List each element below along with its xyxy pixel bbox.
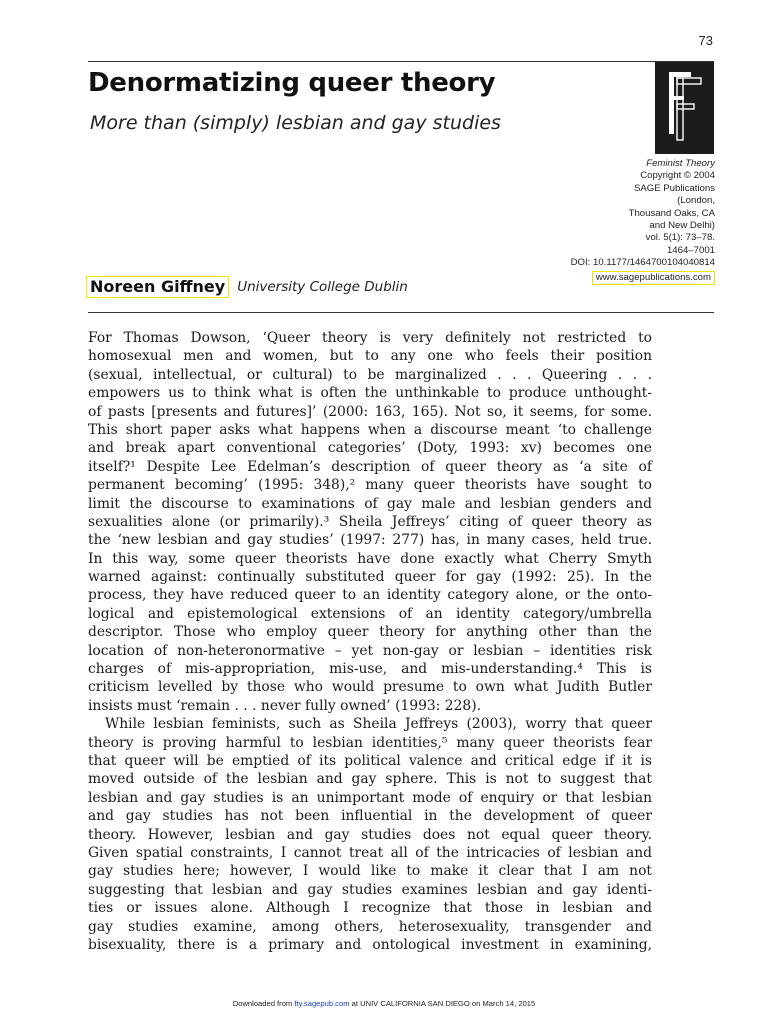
publisher-website-link[interactable]: www.sagepublications.com: [592, 271, 715, 285]
publisher-location-2: Thousand Oaks, CA: [628, 207, 715, 219]
body-line: warned against: continually substituted queer for gay (1992: 25). In the: [88, 569, 652, 586]
publisher-name: SAGE Publications: [633, 182, 715, 194]
doi: DOI: 10.1177/1464700104040814: [570, 257, 715, 269]
article-title: Denormatizing queer theory: [88, 68, 496, 98]
body-line: insists must ‘remain . . . never fully owned’ (1993: 228).: [88, 697, 482, 714]
body-line: bisexuality, there is a primary and ontological investment in examining,: [88, 936, 652, 953]
body-line: empowers us to think what is often the unthinkable to produce unthought-: [88, 385, 652, 402]
body-line: process, they have reduced queer to an identity category alone, or the onto-: [88, 587, 652, 604]
feminist-theory-logo-icon: [655, 62, 714, 154]
body-line: descriptor. Those who employ queer theory for anything other than the: [88, 624, 652, 641]
article-subtitle: More than (simply) lesbian and gay studies: [90, 112, 501, 134]
body-line: of pasts [presents and futures]’ (2000: 163, 165). Not so, it seems, for some.: [88, 403, 652, 420]
footer-journal-link[interactable]: fty.sagepub.com: [294, 999, 350, 1008]
body-line: moved outside of the lesbian and gay sphere. This is not to suggest that: [88, 771, 652, 788]
body-line: In this way, some queer theorists have done exactly what Cherry Smyth: [88, 550, 652, 567]
body-line: charges of mis-appropriation, mis-use, and mis-understanding.⁴ This is: [88, 661, 652, 678]
body-line: While lesbian feminists, such as Sheila Jeffreys (2003), worry that queer: [105, 716, 652, 733]
body-line: suggesting that lesbian and gay studies examines lesbian and gay identi-: [88, 881, 652, 898]
body-line: gay studies examine, among others, heterosexuality, transgender and: [88, 918, 652, 935]
body-line: criticism levelled by those who would presume to own what Judith Butler: [88, 679, 652, 696]
body-line: ties or issues alone. Although I recognize that those in lesbian and: [88, 900, 652, 917]
article-body: [88, 329, 652, 954]
copyright-line: Copyright © 2004: [640, 170, 715, 182]
body-line: theory. However, lesbian and gay studies does not equal queer theory.: [88, 826, 652, 843]
body-line: homosexual men and women, but to any one who feels their position: [88, 348, 652, 365]
page-number: 73: [698, 33, 713, 48]
body-line: theory is proving harmful to lesbian identities,⁵ many queer theorists fear: [88, 734, 652, 751]
body-line: and gay studies has not been influential in the development of queer: [88, 808, 652, 825]
body-line: permanent becoming’ (1995: 348),² many queer theorists have sought to: [88, 477, 652, 494]
journal-name: Feminist Theory: [646, 158, 715, 169]
issn: 1464–7001: [666, 244, 715, 256]
body-line: (sexual, intellectual, or cultural) to be marginalized . . . Queering . . .: [88, 366, 652, 383]
body-line: This short paper asks what happens when a discourse meant ‘to challenge: [88, 421, 652, 438]
body-line: that queer will be emptied of its political valence and critical edge if it is: [88, 752, 652, 769]
body-line: limit the discourse to examinations of gay male and lesbian genders and: [88, 495, 652, 512]
publisher-location-3: and New Delhi): [649, 220, 715, 232]
author-name[interactable]: Noreen Giffney: [86, 276, 229, 298]
header-divider: [88, 312, 714, 313]
body-line: lesbian and gay studies is an unimportant mode of enquiry or that lesbian: [88, 789, 652, 806]
author-affiliation: University College Dublin: [237, 279, 408, 295]
footer-suffix: at UNIV CALIFORNIA SAN DIEGO on March 14, 2015: [351, 999, 536, 1008]
publication-info: [571, 158, 715, 285]
body-line: the ‘new lesbian and gay studies’ (1997: 277) has, in many cases, held true.: [88, 532, 652, 549]
volume-info: vol. 5(1): 73–78.: [645, 232, 715, 244]
body-line: Given spatial constraints, I cannot treat all of the intricacies of lesbian and: [88, 844, 652, 861]
body-line: For Thomas Dowson, ‘Queer theory is very definitely not restricted to: [88, 330, 652, 346]
body-line: and break apart conventional categories’ (Doty, 1993: xv) becomes one: [88, 440, 652, 457]
body-line: gay studies here; however, I would like to make it clear that I am not: [88, 863, 652, 880]
footer-prefix: Downloaded from: [232, 999, 293, 1008]
publisher-location-1: (London,: [677, 195, 715, 207]
body-line: logical and epistemological extensions of an identity category/umbrella: [88, 605, 652, 622]
body-line: itself?¹ Despite Lee Edelman’s description of queer theory as ‘a site of: [88, 458, 652, 475]
download-footer: [0, 999, 768, 1008]
body-line: sexualities alone (or primarily).³ Sheila Jeffreys’ citing of queer theory as: [88, 513, 652, 530]
body-line: location of non-heteronormative – yet non-gay or lesbian – identities risk: [88, 642, 652, 659]
top-divider: [88, 61, 714, 62]
author-line: [86, 276, 408, 298]
